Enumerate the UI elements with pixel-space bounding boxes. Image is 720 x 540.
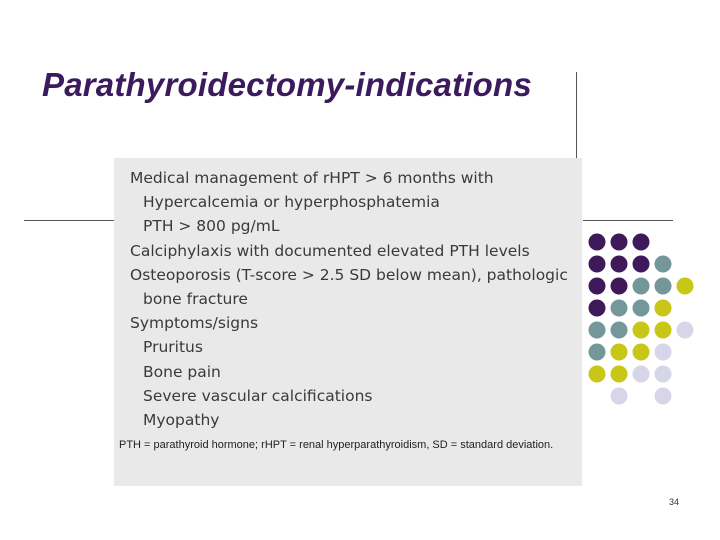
decorative-dot xyxy=(611,322,628,339)
indication-item: Myopathy xyxy=(143,411,220,430)
indication-item: Medical management of rHPT > 6 months with xyxy=(130,169,494,187)
indication-item: bone fracture xyxy=(143,290,248,309)
decorative-dot xyxy=(589,322,606,339)
decorative-dot xyxy=(589,256,606,273)
indication-item: Bone pain xyxy=(143,362,221,381)
slide-title: Parathyroidectomy-indications xyxy=(42,66,532,103)
horizontal-divider-left xyxy=(24,220,114,221)
decorative-dot xyxy=(633,366,650,383)
decorative-dot xyxy=(677,278,694,295)
decorative-dot xyxy=(633,344,650,361)
decorative-dot xyxy=(589,234,606,251)
decorative-dot xyxy=(589,344,606,361)
decorative-dot xyxy=(633,322,650,339)
horizontal-divider-right xyxy=(583,220,673,221)
indication-item: Calciphylaxis with documented elevated PTH levels xyxy=(130,241,530,260)
decorative-dot xyxy=(655,278,672,295)
decorative-dot xyxy=(611,300,628,317)
decorative-dot xyxy=(655,322,672,339)
decorative-dot xyxy=(589,278,606,295)
decorative-dot xyxy=(611,234,628,251)
decorative-dot xyxy=(611,366,628,383)
decorative-dot xyxy=(655,366,672,383)
indication-item: Hypercalcemia or hyperphosphatemia xyxy=(143,193,440,212)
decorative-dot xyxy=(677,322,694,339)
decorative-dot xyxy=(655,300,672,317)
indication-item: PTH > 800 pg/mL xyxy=(143,217,280,236)
decorative-dot xyxy=(611,344,628,361)
decorative-dot xyxy=(655,344,672,361)
decorative-dot xyxy=(633,300,650,317)
indication-item: Symptoms/signs xyxy=(130,314,259,333)
decorative-dot xyxy=(611,388,628,405)
decorative-dot xyxy=(655,256,672,273)
indication-item: Pruritus xyxy=(143,338,203,357)
table-footnote: PTH = parathyroid hormone; rHPT = renal hyperparathyroidism, SD = standard deviation. xyxy=(119,439,554,451)
indications-list xyxy=(130,166,568,432)
vertical-divider-line xyxy=(576,72,577,158)
decorative-dot xyxy=(589,300,606,317)
indication-item: Severe vascular calcifications xyxy=(143,386,373,405)
indication-item: Osteoporosis (T-score > 2.5 SD below mean), pathologic xyxy=(130,265,568,284)
decorative-dot xyxy=(611,278,628,295)
indications-table-image xyxy=(114,158,582,486)
page-number: 34 xyxy=(669,497,680,507)
decorative-dot xyxy=(655,388,672,405)
decorative-dot xyxy=(633,234,650,251)
decorative-dot xyxy=(611,256,628,273)
decorative-dot xyxy=(633,278,650,295)
decorative-dot xyxy=(633,256,650,273)
decorative-dot xyxy=(589,366,606,383)
